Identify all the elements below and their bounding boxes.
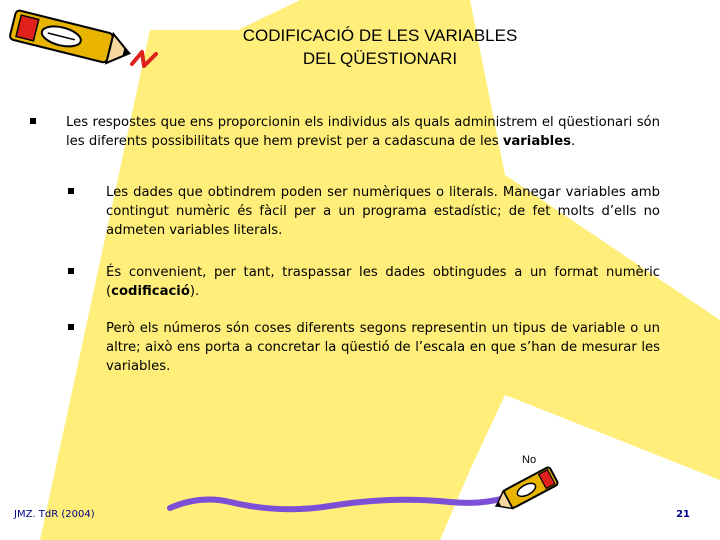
main-bullet-bold: variables [502,134,571,149]
main-bullet-text [66,113,660,151]
pencil-writing-icon [4,4,164,84]
sub-bullet-1 [68,183,660,240]
bullet-marker [68,188,74,194]
bullet-marker [30,118,36,124]
title-line-1: CODIFICACIÓ DE LES VARIABLES [242,26,518,45]
main-bullet-text-before: Les respostes que ens proporcionin els individus als quals administrem el qüestionari són les diferents possibilitats que hem previst per a cadascuna de les [66,115,660,149]
sub-bullet-2-text-after: ). [189,284,200,299]
sub-bullet-3 [68,319,660,376]
no-label: No [522,454,537,466]
sub-bullet-2-text [106,263,660,301]
slide-title [180,24,580,70]
sub-bullet-2 [68,263,660,301]
pencil-writing-icon [160,440,560,535]
sub-bullet-2-bold: codificació [111,284,190,299]
sub-bullet-2-text-before: És convenient, per tant, traspassar les dades obtingudes a un format numèric ( [106,265,660,299]
scribble-line [170,498,505,509]
bullet-marker [68,268,74,274]
sub-bullet-3-text-before: Però els números són coses diferents segons representin un tipus de variable o un altre; això ens porta a concretar la qüestió de l’escala en que s’han de mesurar les variables. [106,321,660,374]
sub-bullet-3-text [106,319,660,376]
page-number: 21 [676,509,690,520]
sub-bullet-1-text [106,183,660,240]
footer-author: JMZ. TdR (2004) [14,509,95,520]
title-line-2: DEL QÜESTIONARI [302,49,458,68]
main-bullet [30,113,660,151]
sub-bullet-1-text-before: Les dades que obtindrem poden ser numèriques o literals. Manegar variables amb contingut numèric és fàcil per a un programa estadístic; de fet molts d’ells no admeten variables literals. [106,185,660,238]
bullet-marker [68,324,74,330]
main-bullet-text-after: . [571,134,576,149]
